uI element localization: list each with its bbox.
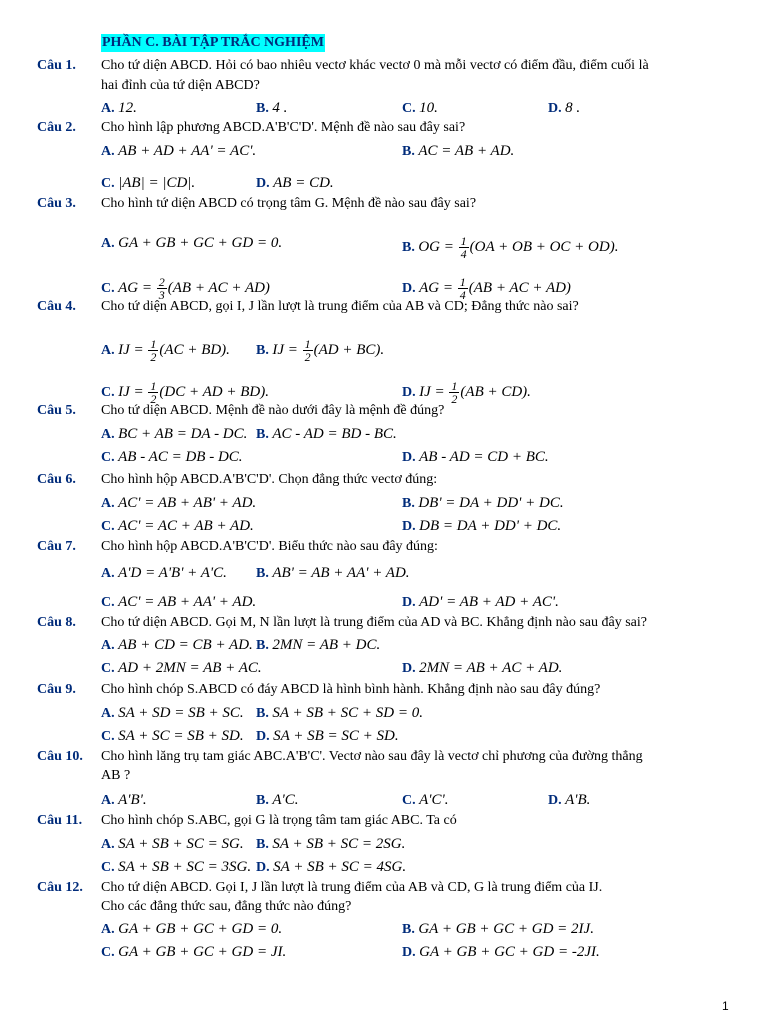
answer-option[interactable] bbox=[256, 836, 405, 853]
option-expression: 8 . bbox=[565, 100, 581, 116]
option-expression: A'B'. bbox=[118, 792, 147, 808]
option-expression: 2MN = AB + AC + AD. bbox=[419, 660, 563, 676]
option-key: C. bbox=[101, 661, 119, 676]
option-key: C. bbox=[101, 384, 119, 400]
option-expression: GA + GB + GC + GD = 0. bbox=[118, 235, 283, 251]
question-text: Cho hình hộp ABCD.A'B'C'D'. Biểu thức nào sau đây đúng: bbox=[101, 539, 438, 554]
option-key: D. bbox=[548, 793, 566, 808]
option-expression: GA + GB + GC + GD = -2JI. bbox=[419, 944, 600, 960]
fraction: $\frac{1}{2}$ bbox=[451, 379, 458, 406]
option-key: D. bbox=[256, 729, 274, 744]
question-label: Câu 7. bbox=[37, 539, 76, 554]
answer-option[interactable] bbox=[548, 100, 580, 117]
question-text: Cho hình hộp ABCD.A'B'C'D'. Chọn đẳng thức vectơ đúng: bbox=[101, 472, 438, 487]
option-key: D. bbox=[402, 595, 420, 610]
option-expression: IJ = $\frac{1}{2}$ (AB + CD). bbox=[419, 379, 531, 406]
option-key: C. bbox=[101, 450, 119, 465]
option-expression: SA + SB + SC + SD = 0. bbox=[272, 705, 423, 721]
answer-option[interactable] bbox=[101, 836, 244, 853]
option-expression: AB' = AB + AA' + AD. bbox=[272, 565, 410, 581]
question-text: Cho tứ diện ABCD. Gọi M, N lần lượt là trung điểm của AD và BC. Khẳng định nào sau đây sai? bbox=[101, 615, 647, 630]
answer-option[interactable] bbox=[256, 565, 410, 582]
question-label: Câu 4. bbox=[37, 299, 76, 314]
answer-option[interactable] bbox=[402, 143, 514, 160]
option-key: B. bbox=[402, 922, 419, 937]
answer-option[interactable] bbox=[101, 705, 244, 722]
answer-option[interactable] bbox=[101, 565, 227, 582]
question-text: Cho tứ diện ABCD, gọi I, J lần lượt là trung điểm của AB và CD; Đẳng thức nào sai? bbox=[101, 299, 579, 314]
answer-option[interactable] bbox=[101, 338, 230, 363]
option-expression: A'C. bbox=[272, 792, 299, 808]
question-text: Cho tứ diện ABCD. Gọi I, J lần lượt là trung điểm của AB và CD, G là trung điểm của IJ. bbox=[101, 880, 603, 895]
answer-option[interactable] bbox=[101, 728, 244, 745]
fraction: $\frac{1}{2}$ bbox=[150, 379, 157, 406]
option-expression: 10. bbox=[419, 100, 438, 116]
option-expression: AC' = AC + AB + AD. bbox=[118, 518, 254, 534]
answer-option[interactable] bbox=[101, 859, 251, 876]
answer-option[interactable] bbox=[256, 426, 397, 443]
answer-option[interactable] bbox=[101, 449, 243, 466]
fraction: $\frac{1}{2}$ bbox=[304, 337, 311, 364]
answer-option[interactable] bbox=[402, 518, 561, 535]
question-text: Cho hình tứ diện ABCD có trọng tâm G. Mệnh đề nào sau đây sai? bbox=[101, 196, 477, 211]
option-key: B. bbox=[402, 144, 419, 159]
question-label: Câu 3. bbox=[37, 196, 76, 211]
option-key: A. bbox=[101, 496, 119, 511]
option-key: A. bbox=[101, 427, 119, 442]
option-key: B. bbox=[402, 239, 419, 255]
question-text: Cho hình chóp S.ABCD có đáy ABCD là hình bình hành. Khẳng định nào sau đây đúng? bbox=[101, 682, 601, 697]
option-key: A. bbox=[101, 837, 119, 852]
option-expression: GA + GB + GC + GD = 0. bbox=[118, 921, 283, 937]
answer-option[interactable] bbox=[402, 380, 531, 405]
option-key: B. bbox=[256, 638, 273, 653]
section-title: PHẦN C. BÀI TẬP TRẮC NGHIỆM bbox=[102, 35, 324, 50]
option-key: A. bbox=[101, 144, 119, 159]
question-label: Câu 5. bbox=[37, 403, 76, 418]
option-expression: AC' = AB + AA' + AD. bbox=[118, 594, 257, 610]
option-expression: |AB| = |CD|. bbox=[118, 175, 196, 191]
option-key: A. bbox=[101, 638, 119, 653]
question-label: Câu 1. bbox=[37, 58, 76, 73]
option-expression: AB + CD = CB + AD. bbox=[118, 637, 253, 653]
page-number: 1 bbox=[722, 999, 729, 1013]
answer-option[interactable] bbox=[402, 792, 448, 809]
option-key: D. bbox=[256, 860, 274, 875]
option-expression: AD' = AB + AD + AC'. bbox=[419, 594, 559, 610]
option-key: C. bbox=[101, 595, 119, 610]
answer-option[interactable] bbox=[101, 100, 137, 117]
answer-option[interactable] bbox=[402, 495, 564, 512]
option-key: C. bbox=[402, 793, 420, 808]
option-expression: BC + AB = DA - DC. bbox=[118, 426, 248, 442]
option-expression: IJ = $\frac{1}{2}$ (AC + BD). bbox=[118, 337, 230, 364]
option-expression: A'D = A'B' + A'C. bbox=[118, 565, 227, 581]
option-expression: SA + SB + SC = 2SG. bbox=[272, 836, 406, 852]
answer-option[interactable] bbox=[101, 637, 253, 654]
answer-option[interactable] bbox=[101, 792, 147, 809]
option-expression: AD + 2MN = AB + AC. bbox=[118, 660, 262, 676]
option-key: B. bbox=[402, 496, 419, 511]
answer-option[interactable] bbox=[101, 276, 270, 301]
option-expression: SA + SB + SC = SG. bbox=[118, 836, 244, 852]
option-expression: SA + SB + SC = 4SG. bbox=[273, 859, 407, 875]
option-expression: SA + SC = SB + SD. bbox=[118, 728, 244, 744]
answer-option[interactable] bbox=[256, 705, 423, 722]
answer-option[interactable] bbox=[402, 449, 549, 466]
option-expression: GA + GB + GC + GD = JI. bbox=[118, 944, 287, 960]
answer-option[interactable] bbox=[101, 921, 282, 938]
option-key: C. bbox=[101, 280, 119, 296]
option-key: D. bbox=[402, 384, 420, 400]
option-key: A. bbox=[101, 706, 119, 721]
answer-option[interactable] bbox=[101, 380, 269, 405]
answer-option[interactable] bbox=[256, 728, 399, 745]
option-expression: A'B. bbox=[565, 792, 591, 808]
fraction: $\frac{1}{2}$ bbox=[150, 337, 157, 364]
option-expression: 12. bbox=[118, 100, 137, 116]
answer-option[interactable] bbox=[402, 660, 562, 677]
question-text: hai đỉnh của tứ diện ABCD? bbox=[101, 78, 260, 93]
option-key: D. bbox=[402, 450, 420, 465]
option-expression: AB - AC = DB - DC. bbox=[118, 449, 243, 465]
answer-option[interactable] bbox=[402, 921, 594, 938]
option-expression: 4 . bbox=[272, 100, 288, 116]
option-key: C. bbox=[402, 101, 420, 116]
answer-option[interactable] bbox=[402, 235, 618, 260]
option-key: D. bbox=[402, 280, 420, 296]
option-expression: DB = DA + DD' + DC. bbox=[419, 518, 562, 534]
option-key: B. bbox=[256, 837, 273, 852]
answer-option[interactable] bbox=[402, 100, 438, 117]
answer-option[interactable] bbox=[402, 276, 571, 301]
option-expression: DB' = DA + DD' + DC. bbox=[418, 495, 564, 511]
option-expression: AG = $\frac{1}{4}$ (AB + AC + AD) bbox=[419, 275, 571, 302]
answer-option[interactable] bbox=[101, 518, 254, 535]
option-key: A. bbox=[101, 922, 119, 937]
option-key: D. bbox=[402, 945, 420, 960]
option-expression: AB + AD + AA' = AC'. bbox=[118, 143, 257, 159]
option-key: D. bbox=[402, 661, 420, 676]
option-expression: IJ = $\frac{1}{2}$ (DC + AD + BD). bbox=[118, 379, 269, 406]
option-key: C. bbox=[101, 729, 119, 744]
fraction: $\frac{2}{3}$ bbox=[158, 275, 165, 302]
option-key: A. bbox=[101, 793, 119, 808]
answer-option[interactable] bbox=[101, 944, 286, 961]
answer-option[interactable] bbox=[256, 338, 384, 363]
question-text: Cho tứ diện ABCD. Hỏi có bao nhiêu vectơ khác vectơ 0 mà mỗi vectơ có điểm đầu, điểm cuối là bbox=[101, 58, 649, 73]
option-key: B. bbox=[256, 566, 273, 581]
answer-option[interactable] bbox=[256, 637, 380, 654]
question-label: Câu 9. bbox=[37, 682, 76, 697]
answer-option[interactable] bbox=[256, 792, 298, 809]
question-label: Câu 6. bbox=[37, 472, 76, 487]
answer-option[interactable] bbox=[402, 594, 559, 611]
answer-option[interactable] bbox=[256, 175, 334, 192]
fraction: $\frac{1}{4}$ bbox=[459, 275, 466, 302]
question-text: AB ? bbox=[101, 768, 131, 783]
option-key: A. bbox=[101, 101, 119, 116]
option-expression: A'C'. bbox=[419, 792, 449, 808]
answer-option[interactable] bbox=[548, 792, 590, 809]
option-expression: AC' = AB + AB' + AD. bbox=[118, 495, 257, 511]
option-expression: AG = $\frac{2}{3}$ (AB + AC + AD) bbox=[118, 275, 270, 302]
option-key: B. bbox=[256, 342, 273, 358]
option-expression: AC = AB + AD. bbox=[418, 143, 515, 159]
option-expression: 2MN = AB + DC. bbox=[272, 637, 381, 653]
question-text: Cho hình lập phương ABCD.A'B'C'D'. Mệnh đề nào sau đây sai? bbox=[101, 120, 466, 135]
question-label: Câu 10. bbox=[37, 749, 83, 764]
option-expression: SA + SB = SC + SD. bbox=[273, 728, 399, 744]
option-key: A. bbox=[101, 566, 119, 581]
question-label: Câu 12. bbox=[37, 880, 83, 895]
answer-option[interactable] bbox=[101, 594, 256, 611]
option-expression: OG = $\frac{1}{4}$ (OA + OB + OC + OD). bbox=[418, 234, 619, 261]
option-key: B. bbox=[256, 427, 273, 442]
option-key: C. bbox=[101, 519, 119, 534]
option-key: C. bbox=[101, 860, 119, 875]
option-key: C. bbox=[101, 176, 119, 191]
fraction: $\frac{1}{4}$ bbox=[460, 234, 467, 261]
option-key: D. bbox=[548, 101, 566, 116]
option-expression: SA + SD = SB + SC. bbox=[118, 705, 244, 721]
option-expression: GA + GB + GC + GD = 2IJ. bbox=[418, 921, 594, 937]
answer-option[interactable] bbox=[256, 100, 287, 117]
question-label: Câu 8. bbox=[37, 615, 76, 630]
answer-option[interactable] bbox=[402, 944, 600, 961]
option-key: C. bbox=[101, 945, 119, 960]
option-expression: IJ = $\frac{1}{2}$ (AD + BC). bbox=[272, 337, 385, 364]
question-text: Cho tứ diện ABCD. Mệnh đề nào dưới đây là mệnh đề đúng? bbox=[101, 403, 445, 418]
question-text: Cho hình chóp S.ABC, gọi G là trọng tâm tam giác ABC. Ta có bbox=[101, 813, 457, 828]
option-key: D. bbox=[402, 519, 420, 534]
answer-option[interactable] bbox=[101, 235, 282, 252]
option-key: B. bbox=[256, 706, 273, 721]
answer-option[interactable] bbox=[101, 495, 256, 512]
answer-option[interactable] bbox=[101, 143, 256, 160]
option-expression: AB - AD = CD + BC. bbox=[419, 449, 549, 465]
option-key: A. bbox=[101, 236, 119, 251]
answer-option[interactable] bbox=[101, 660, 262, 677]
answer-option[interactable] bbox=[101, 426, 247, 443]
answer-option[interactable] bbox=[101, 175, 195, 192]
question-label: Câu 11. bbox=[37, 813, 83, 828]
option-expression: AC - AD = BD - BC. bbox=[272, 426, 397, 442]
option-key: B. bbox=[256, 101, 273, 116]
option-key: D. bbox=[256, 176, 274, 191]
option-key: A. bbox=[101, 342, 119, 358]
option-expression: AB = CD. bbox=[273, 175, 334, 191]
option-key: B. bbox=[256, 793, 273, 808]
question-label: Câu 2. bbox=[37, 120, 76, 135]
option-expression: SA + SB + SC = 3SG. bbox=[118, 859, 252, 875]
answer-option[interactable] bbox=[256, 859, 406, 876]
question-text: Cho hình lăng trụ tam giác ABC.A'B'C'. Vectơ nào sau đây là vectơ chỉ phương của đường thẳng bbox=[101, 749, 643, 764]
question-text: Cho các đẳng thức sau, đẳng thức nào đúng? bbox=[101, 899, 352, 914]
